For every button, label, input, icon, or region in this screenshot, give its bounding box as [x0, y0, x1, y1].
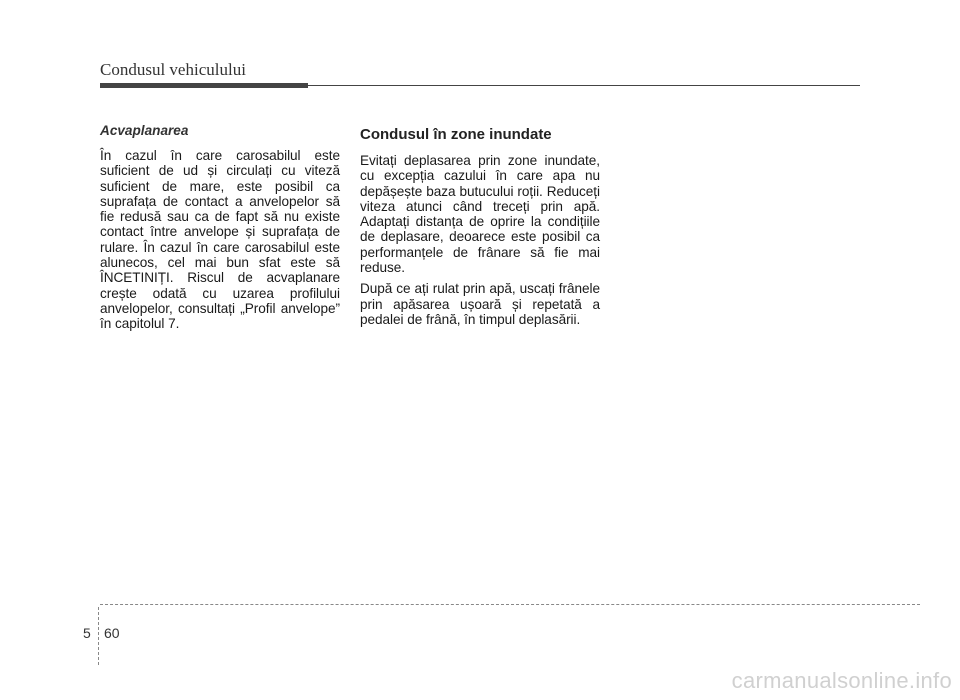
page-number: 60 [104, 625, 120, 641]
footer-divider [98, 607, 99, 665]
watermark: carmanualsonline.info [731, 668, 952, 693]
subheading-hydroplaning: Acvaplanarea [100, 123, 189, 138]
footer-rule [100, 604, 920, 605]
paragraph-hydroplaning: În cazul în care carosabilul este suficient de ud și circulați cu viteză suficient de mare, este posibil ca suprafața de contact a anvelopelor să fie redusă sau ca de fapt să nu existe contact între anvelope și suprafața de rulare. În cazul în care carosabilul este alunecos, cel mai bun sfat este să ÎNCETINIȚI. Riscul de acvaplanare crește odată cu uzarea profilului anvelopelor, consultați „Profil anvelope” în capitolul 7. [100, 148, 340, 332]
paragraph-flooded-1: Evitați deplasarea prin zone inundate, cu excepția cazului în care apa nu depășește baza butucului roții. Reduceți viteza atunci când treceți prin apă. Adaptați distanța de oprire la condițiile de deplasare, deoarece este posibil ca performanțele de frânare să fie mai reduse. [360, 153, 600, 276]
chapter-number: 5 [83, 625, 91, 641]
section-title: Condusul vehiculului [100, 60, 246, 79]
left-column [100, 122, 340, 338]
header-rule-accent [100, 83, 308, 88]
right-column [360, 122, 600, 333]
paragraph-flooded-2: După ce ați rulat prin apă, uscați frânele prin apăsarea ușoară și repetată a pedalei de frână, în timpul deplasării. [360, 281, 600, 327]
heading-flooded-areas: Condusul în zone inundate [360, 126, 552, 143]
